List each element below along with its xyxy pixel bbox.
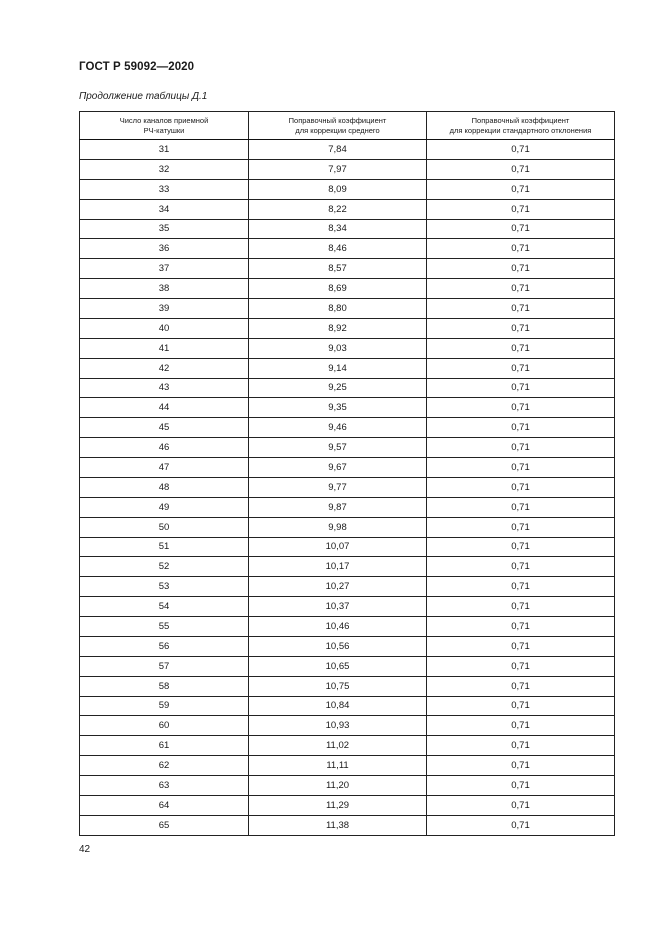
table-body (80, 140, 615, 836)
table-row (80, 776, 615, 796)
cell-channels: 59 (80, 696, 249, 716)
cell-channels: 32 (80, 159, 249, 179)
header-channels (80, 112, 249, 140)
header-channels-line2: РЧ-катушки (143, 125, 185, 135)
cell-channels: 64 (80, 795, 249, 815)
cell-stddev-coefficient: 0,71 (427, 438, 615, 458)
cell-mean-coefficient: 7,84 (249, 140, 427, 160)
cell-mean-coefficient: 11,20 (249, 776, 427, 796)
table-row (80, 338, 615, 358)
cell-mean-coefficient: 8,69 (249, 279, 427, 299)
cell-mean-coefficient: 9,67 (249, 458, 427, 478)
table-row (80, 279, 615, 299)
cell-channels: 65 (80, 815, 249, 835)
cell-stddev-coefficient: 0,71 (427, 358, 615, 378)
cell-mean-coefficient: 9,77 (249, 477, 427, 497)
table-row (80, 219, 615, 239)
cell-mean-coefficient: 9,03 (249, 338, 427, 358)
table-row (80, 636, 615, 656)
cell-mean-coefficient: 11,11 (249, 756, 427, 776)
cell-mean-coefficient: 8,80 (249, 299, 427, 319)
cell-channels: 62 (80, 756, 249, 776)
cell-channels: 57 (80, 656, 249, 676)
cell-channels: 48 (80, 477, 249, 497)
cell-mean-coefficient: 8,92 (249, 318, 427, 338)
cell-stddev-coefficient: 0,71 (427, 736, 615, 756)
table-row (80, 597, 615, 617)
table-row (80, 378, 615, 398)
table-row (80, 537, 615, 557)
cell-channels: 63 (80, 776, 249, 796)
table-row (80, 179, 615, 199)
cell-channels: 33 (80, 179, 249, 199)
cell-mean-coefficient: 11,38 (249, 815, 427, 835)
table-row (80, 199, 615, 219)
table-row (80, 239, 615, 259)
cell-mean-coefficient: 10,37 (249, 597, 427, 617)
cell-mean-coefficient: 10,46 (249, 617, 427, 637)
cell-mean-coefficient: 7,97 (249, 159, 427, 179)
cell-channels: 37 (80, 259, 249, 279)
cell-stddev-coefficient: 0,71 (427, 199, 615, 219)
cell-mean-coefficient: 10,75 (249, 676, 427, 696)
cell-channels: 34 (80, 199, 249, 219)
cell-stddev-coefficient: 0,71 (427, 458, 615, 478)
header-mean-coefficient (249, 112, 427, 140)
table-row (80, 795, 615, 815)
table-row (80, 259, 615, 279)
cell-mean-coefficient: 8,09 (249, 179, 427, 199)
cell-stddev-coefficient: 0,71 (427, 577, 615, 597)
cell-stddev-coefficient: 0,71 (427, 299, 615, 319)
cell-stddev-coefficient: 0,71 (427, 537, 615, 557)
table-row (80, 716, 615, 736)
table-row (80, 656, 615, 676)
cell-mean-coefficient: 9,57 (249, 438, 427, 458)
cell-stddev-coefficient: 0,71 (427, 656, 615, 676)
cell-stddev-coefficient: 0,71 (427, 338, 615, 358)
table-row (80, 517, 615, 537)
cell-channels: 47 (80, 458, 249, 478)
cell-stddev-coefficient: 0,71 (427, 557, 615, 577)
table-row (80, 736, 615, 756)
table-row (80, 577, 615, 597)
cell-mean-coefficient: 9,35 (249, 398, 427, 418)
cell-channels: 54 (80, 597, 249, 617)
cell-mean-coefficient: 10,84 (249, 696, 427, 716)
table-row (80, 557, 615, 577)
cell-channels: 35 (80, 219, 249, 239)
table-row (80, 458, 615, 478)
table-row (80, 477, 615, 497)
cell-mean-coefficient: 10,56 (249, 636, 427, 656)
table-row (80, 696, 615, 716)
table-row (80, 358, 615, 378)
cell-stddev-coefficient: 0,71 (427, 418, 615, 438)
table-row (80, 318, 615, 338)
cell-stddev-coefficient: 0,71 (427, 617, 615, 637)
cell-stddev-coefficient: 0,71 (427, 795, 615, 815)
cell-channels: 38 (80, 279, 249, 299)
table-row (80, 398, 615, 418)
cell-mean-coefficient: 9,87 (249, 497, 427, 517)
cell-channels: 41 (80, 338, 249, 358)
correction-coefficients-table (79, 111, 615, 836)
cell-stddev-coefficient: 0,71 (427, 140, 615, 160)
cell-mean-coefficient: 9,25 (249, 378, 427, 398)
cell-channels: 51 (80, 537, 249, 557)
cell-stddev-coefficient: 0,71 (427, 239, 615, 259)
header-channels-line1: Число каналов приемной (119, 115, 209, 125)
cell-stddev-coefficient: 0,71 (427, 716, 615, 736)
cell-mean-coefficient: 8,34 (249, 219, 427, 239)
table-row (80, 617, 615, 637)
cell-stddev-coefficient: 0,71 (427, 279, 615, 299)
table-header-row (80, 112, 615, 140)
cell-stddev-coefficient: 0,71 (427, 398, 615, 418)
cell-stddev-coefficient: 0,71 (427, 378, 615, 398)
page-number: 42 (79, 844, 91, 855)
cell-channels: 49 (80, 497, 249, 517)
cell-stddev-coefficient: 0,71 (427, 597, 615, 617)
table-row (80, 756, 615, 776)
cell-channels: 60 (80, 716, 249, 736)
cell-mean-coefficient: 9,98 (249, 517, 427, 537)
cell-channels: 46 (80, 438, 249, 458)
cell-channels: 43 (80, 378, 249, 398)
table-row (80, 418, 615, 438)
table-row (80, 299, 615, 319)
cell-channels: 56 (80, 636, 249, 656)
cell-channels: 61 (80, 736, 249, 756)
cell-mean-coefficient: 10,17 (249, 557, 427, 577)
cell-mean-coefficient: 11,02 (249, 736, 427, 756)
cell-stddev-coefficient: 0,71 (427, 497, 615, 517)
cell-channels: 55 (80, 617, 249, 637)
table-row (80, 159, 615, 179)
table-row (80, 676, 615, 696)
cell-stddev-coefficient: 0,71 (427, 259, 615, 279)
cell-stddev-coefficient: 0,71 (427, 219, 615, 239)
table-row (80, 140, 615, 160)
cell-channels: 45 (80, 418, 249, 438)
cell-mean-coefficient: 10,65 (249, 656, 427, 676)
cell-channels: 39 (80, 299, 249, 319)
cell-stddev-coefficient: 0,71 (427, 517, 615, 537)
cell-mean-coefficient: 8,57 (249, 259, 427, 279)
cell-mean-coefficient: 11,29 (249, 795, 427, 815)
header-stddev-coefficient (427, 112, 615, 140)
document-title: ГОСТ Р 59092—2020 (79, 61, 195, 73)
cell-stddev-coefficient: 0,71 (427, 318, 615, 338)
cell-channels: 42 (80, 358, 249, 378)
cell-channels: 50 (80, 517, 249, 537)
table-row (80, 497, 615, 517)
cell-mean-coefficient: 8,46 (249, 239, 427, 259)
table-caption: Продолжение таблицы Д.1 (79, 91, 208, 102)
cell-stddev-coefficient: 0,71 (427, 676, 615, 696)
cell-stddev-coefficient: 0,71 (427, 179, 615, 199)
cell-channels: 31 (80, 140, 249, 160)
cell-channels: 40 (80, 318, 249, 338)
cell-stddev-coefficient: 0,71 (427, 636, 615, 656)
cell-channels: 44 (80, 398, 249, 418)
cell-stddev-coefficient: 0,71 (427, 756, 615, 776)
cell-stddev-coefficient: 0,71 (427, 815, 615, 835)
header-mean-line1: Поправочный коэффициент (288, 115, 387, 125)
cell-mean-coefficient: 10,07 (249, 537, 427, 557)
cell-channels: 58 (80, 676, 249, 696)
cell-stddev-coefficient: 0,71 (427, 477, 615, 497)
header-stddev-line2: для коррекции стандартного отклонения (449, 125, 592, 135)
cell-mean-coefficient: 8,22 (249, 199, 427, 219)
cell-mean-coefficient: 10,27 (249, 577, 427, 597)
table-row (80, 438, 615, 458)
cell-stddev-coefficient: 0,71 (427, 696, 615, 716)
cell-channels: 52 (80, 557, 249, 577)
cell-stddev-coefficient: 0,71 (427, 776, 615, 796)
cell-mean-coefficient: 10,93 (249, 716, 427, 736)
cell-mean-coefficient: 9,46 (249, 418, 427, 438)
table-row (80, 815, 615, 835)
cell-stddev-coefficient: 0,71 (427, 159, 615, 179)
header-stddev-line1: Поправочный коэффициент (471, 115, 570, 125)
cell-mean-coefficient: 9,14 (249, 358, 427, 378)
cell-channels: 36 (80, 239, 249, 259)
header-mean-line2: для коррекции среднего (295, 125, 380, 135)
cell-channels: 53 (80, 577, 249, 597)
